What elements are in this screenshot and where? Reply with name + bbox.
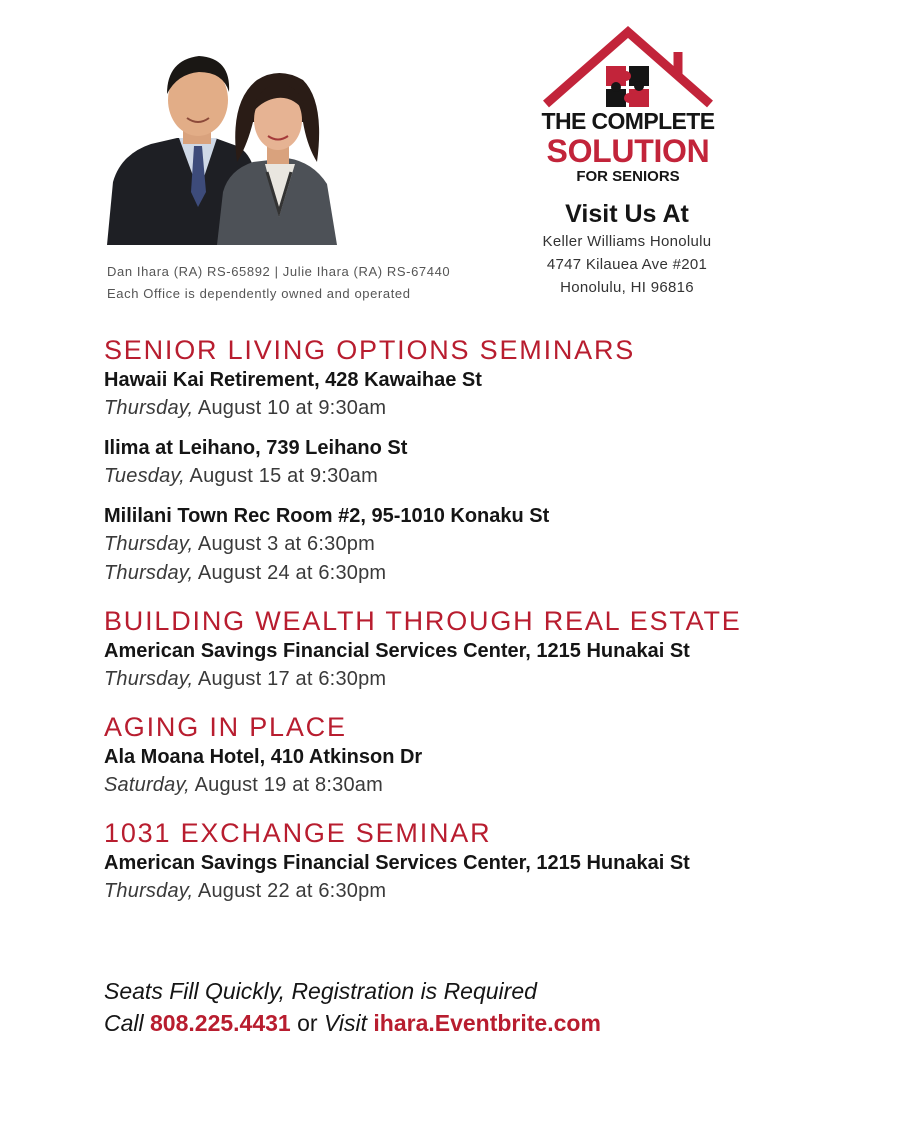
venue-name: American Savings Financial Services Center, 1215 Hunakai St xyxy=(104,852,690,874)
seminar-senior-living xyxy=(104,334,894,588)
seminar-1031-exchange xyxy=(104,817,894,906)
address-line: 4747 Kilauea Ave #201 xyxy=(546,256,708,273)
session-time: August 19 at 8:30am xyxy=(189,774,383,796)
logo-line-solution: SOLUTION xyxy=(546,133,710,169)
venue-name: Hawaii Kai Retirement, 428 Kawaihae St xyxy=(104,369,482,391)
session-day: Thursday, xyxy=(104,668,194,690)
session-time: August 17 at 6:30pm xyxy=(193,668,387,690)
session-time: August 22 at 6:30pm xyxy=(193,880,387,902)
venue xyxy=(104,637,894,694)
seminar-aging-in-place xyxy=(104,711,894,800)
logo-line-for-seniors: FOR SENIORS xyxy=(576,168,680,185)
session-date xyxy=(104,530,894,559)
session-day: Thursday, xyxy=(104,880,194,902)
session-time: August 10 at 9:30am xyxy=(193,397,387,419)
or-label: or xyxy=(290,1010,324,1036)
call-label: Call xyxy=(104,1010,151,1036)
venue-name: American Savings Financial Services Center, 1215 Hunakai St xyxy=(104,640,690,662)
contact-line xyxy=(104,1007,884,1039)
logo-line-the-complete: THE COMPLETE xyxy=(541,108,715,134)
session-date xyxy=(104,665,894,694)
session-day: Tuesday, xyxy=(104,465,185,487)
venue xyxy=(104,743,894,800)
visit-title: Visit Us At xyxy=(565,200,689,228)
session-date xyxy=(104,877,894,906)
seminar-title: 1031 EXCHANGE SEMINAR xyxy=(104,818,492,848)
seminar-building-wealth xyxy=(104,605,894,694)
seminar-title: AGING IN PLACE xyxy=(104,712,347,742)
venue-name: Ilima at Leihano, 739 Leihano St xyxy=(104,437,408,459)
venue xyxy=(104,849,894,906)
session-day: Saturday, xyxy=(104,774,190,796)
office-disclaimer: Each Office is dependently owned and operated xyxy=(107,286,411,301)
session-date xyxy=(104,559,894,588)
seminar-list xyxy=(104,334,894,906)
venue-name: Mililani Town Rec Room #2, 95-1010 Konaku St xyxy=(104,505,550,527)
seminar-title: SENIOR LIVING OPTIONS SEMINARS xyxy=(104,335,636,365)
seminar-title: BUILDING WEALTH THROUGH REAL ESTATE xyxy=(104,606,742,636)
phone-link[interactable]: 808.225.4431 xyxy=(150,1010,291,1036)
license-line: Dan Ihara (RA) RS-65892 | Julie Ihara (RA) RS-67440 xyxy=(107,264,451,279)
session-date xyxy=(104,771,894,800)
session-time: August 3 at 6:30pm xyxy=(193,533,375,555)
registration-footer xyxy=(104,975,884,1039)
agent-credits xyxy=(107,261,450,305)
session-day: Thursday, xyxy=(104,562,194,584)
venue xyxy=(104,502,894,588)
session-time: August 24 at 6:30pm xyxy=(193,562,387,584)
venue-name: Ala Moana Hotel, 410 Atkinson Dr xyxy=(104,746,423,768)
session-day: Thursday, xyxy=(104,533,194,555)
venue xyxy=(104,434,894,491)
website-link[interactable]: ihara.Eventbrite.com xyxy=(373,1010,601,1036)
seats-notice: Seats Fill Quickly, Registration is Required xyxy=(104,978,537,1004)
agents-illustration xyxy=(107,42,344,245)
visit-us-block xyxy=(500,198,754,299)
venue xyxy=(104,366,894,423)
address-line: Honolulu, HI 96816 xyxy=(560,279,694,296)
session-date xyxy=(104,462,894,491)
logo-wordmark xyxy=(510,108,746,186)
agents-photo xyxy=(107,42,344,245)
house-puzzle-icon xyxy=(530,26,726,116)
address-line: Keller Williams Honolulu xyxy=(542,233,712,250)
visit-label: Visit xyxy=(323,1010,374,1036)
session-day: Thursday, xyxy=(104,397,194,419)
session-date xyxy=(104,394,894,423)
session-time: August 15 at 9:30am xyxy=(184,465,378,487)
